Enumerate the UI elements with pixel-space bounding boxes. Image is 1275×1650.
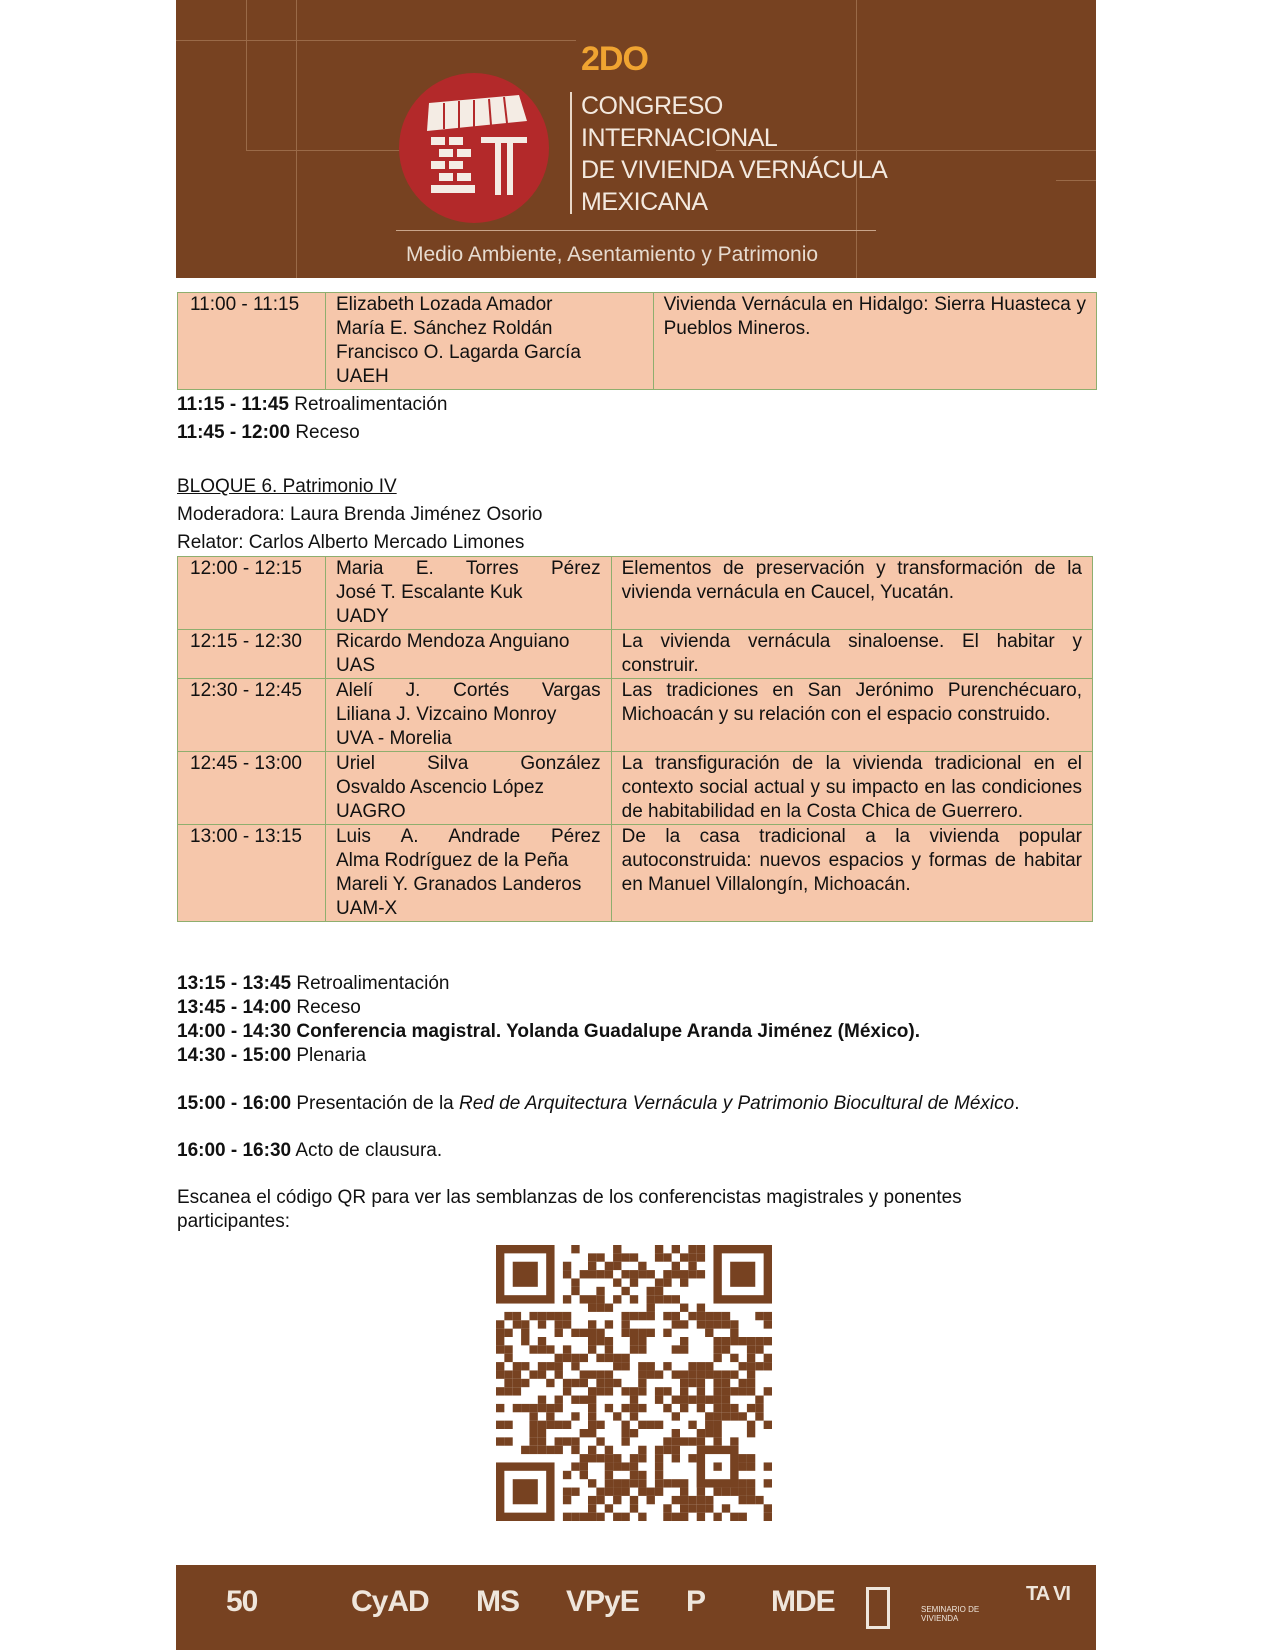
table-row — [178, 557, 1093, 630]
time-label: 13:45 - 14:00 — [177, 997, 292, 1018]
authors-cell — [325, 630, 611, 679]
author-line: UAM-X — [335, 898, 398, 919]
time-cell: 12:00 - 12:15 — [178, 557, 326, 630]
event-label-end: . — [1014, 1093, 1020, 1114]
closing-line — [177, 1139, 442, 1163]
qr-code[interactable] — [496, 1245, 772, 1521]
table-row — [178, 679, 1093, 752]
author-line: UVA - Morelia — [335, 728, 452, 749]
author-line: José T. Escalante Kuk — [335, 582, 523, 603]
event-label: Retroalimentación — [294, 394, 448, 415]
table-row — [178, 752, 1093, 825]
author-line: Maria E. Torres Pérez — [335, 558, 601, 579]
house-logo-icon — [399, 73, 549, 223]
authors-cell — [325, 679, 611, 752]
event-label: Retroalimentación — [296, 973, 450, 994]
title-cell: La transfiguración de la vivienda tradicional en el contexto social actual y su impacto en las condiciones de habitabilidad en la Costa Chica de Guerrero. — [611, 752, 1092, 825]
author-line: Mareli Y. Granados Landeros — [335, 874, 582, 895]
event-label: Acto de clausura. — [295, 1140, 443, 1161]
time-label: 11:45 - 12:00 — [177, 422, 291, 443]
network-name: Red de Arquitectura Vernácula y Patrimonio Biocultural de México — [459, 1093, 1015, 1114]
moderator-line: Moderadora: Laura Brenda Jiménez Osorio — [177, 504, 543, 525]
schedule-line — [177, 1044, 366, 1068]
header-rule — [396, 230, 876, 231]
time-cell: 12:45 - 13:00 — [178, 752, 326, 825]
author-line: Alma Rodríguez de la Peña — [335, 850, 569, 871]
author-line: Osvaldo Ascencio López — [335, 777, 545, 798]
title-line: DE VIVIENDA VERNÁCULA — [581, 156, 888, 184]
time-cell: 12:30 - 12:45 — [178, 679, 326, 752]
author-line: UAGRO — [335, 801, 406, 822]
time-label: 13:15 - 13:45 — [177, 973, 292, 994]
title-divider — [570, 92, 572, 214]
event-label: Conferencia magistral. Yolanda Guadalupe Aranda Jiménez (México). — [296, 1021, 921, 1042]
author-line: Luis A. Andrade Pérez — [335, 826, 601, 847]
author-line: Liliana J. Vizcaino Monroy — [335, 704, 557, 725]
edition-label: 2DO — [581, 40, 648, 78]
table-row — [178, 293, 1097, 390]
footer-sponsors — [176, 1565, 1096, 1650]
time-label: 14:00 - 14:30 — [177, 1021, 292, 1042]
authors-cell — [325, 293, 653, 390]
title-cell: La vivienda vernácula sinaloense. El habitar y construir. — [611, 630, 1092, 679]
author-line: UAEH — [335, 366, 389, 387]
relator-line: Relator: Carlos Alberto Mercado Limones — [177, 532, 525, 553]
time-label: 14:30 - 15:00 — [177, 1045, 292, 1066]
schedule-table-1 — [177, 292, 1097, 390]
event-label: Presentación de la — [296, 1093, 460, 1114]
logo-p: P — [686, 1585, 706, 1618]
title-line: CONGRESO — [581, 92, 723, 120]
logo-ms: MS — [476, 1585, 519, 1618]
time-cell: 11:00 - 11:15 — [178, 293, 326, 390]
time-label: 15:00 - 16:00 — [177, 1093, 292, 1114]
time-label: 16:00 - 16:30 — [177, 1140, 292, 1161]
authors-cell — [325, 825, 611, 922]
logo-50: 50 — [226, 1585, 258, 1618]
block-title: BLOQUE 6. Patrimonio IV — [177, 476, 397, 497]
table-row — [178, 630, 1093, 679]
author-line: UAS — [335, 655, 376, 676]
congress-logo — [399, 73, 549, 223]
author-line: Ricardo Mendoza Anguiano — [335, 631, 570, 652]
schedule-line — [177, 972, 450, 996]
logo-tavi: TA VI — [1026, 1583, 1070, 1605]
congress-subtitle: Medio Ambiente, Asentamiento y Patrimonio — [406, 243, 819, 266]
event-label: Receso — [296, 997, 361, 1018]
congress-title — [581, 90, 887, 218]
authors-cell — [325, 752, 611, 825]
schedule-line — [177, 1020, 920, 1044]
author-line: Francisco O. Lagarda García — [335, 342, 581, 363]
title-cell: Elementos de preservación y transformación de la vivienda vernácula en Caucel, Yucatán. — [611, 557, 1092, 630]
schedule-line — [177, 421, 360, 445]
door-logo-icon — [866, 1587, 890, 1629]
time-cell: 12:15 - 12:30 — [178, 630, 326, 679]
author-line: Elizabeth Lozada Amador — [335, 294, 553, 315]
time-label: 11:15 - 11:45 — [177, 394, 289, 415]
authors-cell — [325, 557, 611, 630]
time-cell: 13:00 - 13:15 — [178, 825, 326, 922]
title-cell: Las tradiciones en San Jerónimo Purenchécuaro, Michoacán y su relación con el espacio construido. — [611, 679, 1092, 752]
title-line: INTERNACIONAL — [581, 124, 778, 152]
logo-mde: MDE — [771, 1585, 835, 1618]
title-line: MEXICANA — [581, 188, 708, 216]
table-row — [178, 825, 1093, 922]
title-cell: De la casa tradicional a la vivienda popular autoconstruida: nuevos espacios y formas de habitar en Manuel Villalongín, Michoacán. — [611, 825, 1092, 922]
schedule-line — [177, 996, 361, 1020]
schedule-line — [177, 393, 447, 417]
event-label: Receso — [295, 422, 360, 443]
qr-note: Escanea el código QR para ver las semblanzas de los conferencistas magistrales y ponentes participantes: — [177, 1187, 962, 1232]
event-label: Plenaria — [296, 1045, 367, 1066]
logo-seminario: SEMINARIO DE VIVIENDA — [921, 1605, 980, 1623]
author-line: UADY — [335, 606, 389, 627]
logo-cyad: CyAD — [351, 1585, 429, 1618]
logo-vpye: VPyE — [566, 1585, 639, 1618]
author-line: Alelí J. Cortés Vargas — [335, 680, 601, 701]
schedule-table-2 — [177, 556, 1093, 922]
author-line: Uriel Silva González — [335, 753, 601, 774]
presentation-line — [177, 1092, 1019, 1116]
header-banner — [176, 0, 1096, 278]
title-cell: Vivienda Vernácula en Hidalgo: Sierra Huasteca y Pueblos Mineros. — [653, 293, 1096, 390]
author-line: María E. Sánchez Roldán — [335, 318, 553, 339]
